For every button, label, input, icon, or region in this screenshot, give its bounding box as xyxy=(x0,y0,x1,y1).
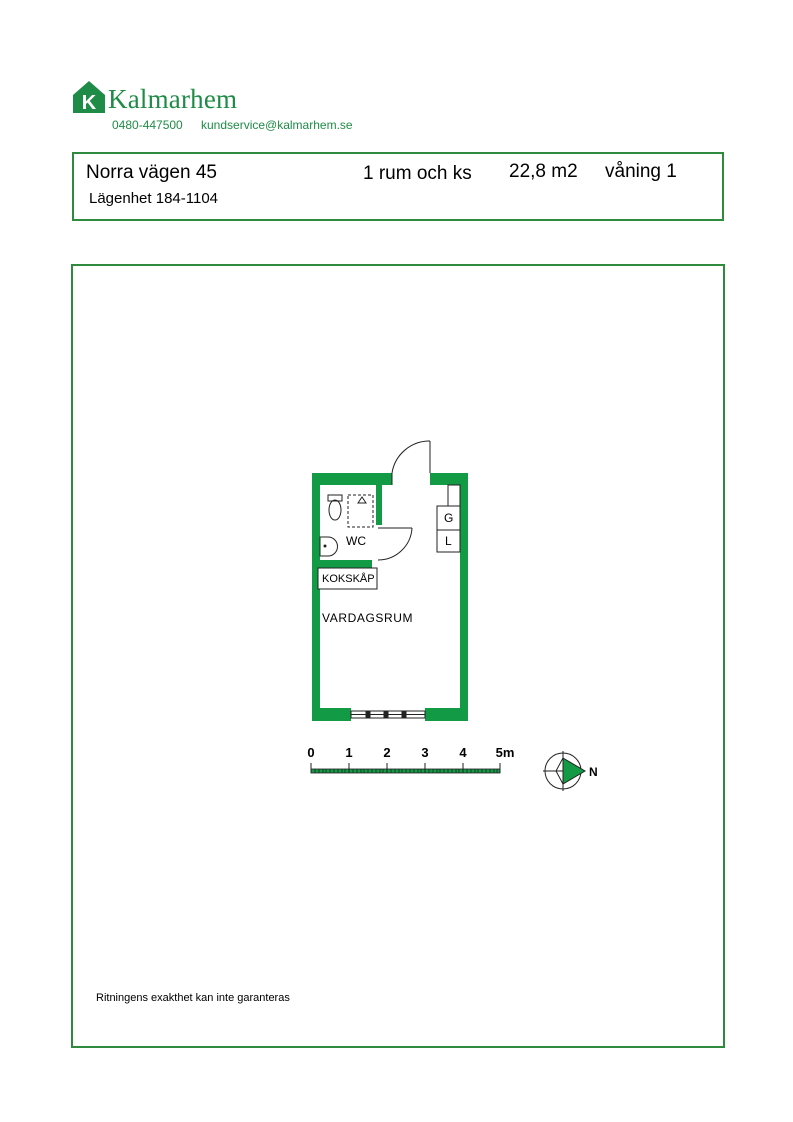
email-address: kundservice@kalmarhem.se xyxy=(201,118,353,132)
floor: våning 1 xyxy=(605,161,677,182)
wall-bottom-right xyxy=(425,708,468,721)
address: Norra vägen 45 xyxy=(86,162,217,183)
entry-door xyxy=(392,441,430,485)
shower-drain-icon xyxy=(358,497,366,503)
wall-bottom-left xyxy=(312,708,351,721)
unit-number: Lägenhet 184-1104 xyxy=(89,190,219,207)
window xyxy=(351,711,425,718)
scale-tick-label: 1 xyxy=(345,745,353,760)
scale-tick-label: 4 xyxy=(459,745,467,760)
brand-name: Kalmarhem xyxy=(108,84,238,114)
phone-number: 0480-447500 xyxy=(112,118,183,132)
room-count: 1 rum och ks xyxy=(363,163,472,184)
wall-right xyxy=(460,473,468,721)
toilet-bowl-icon xyxy=(329,500,341,520)
wall-bathroom-bottom xyxy=(312,560,372,568)
kitchen-cabinet-label: KOKSKÅP xyxy=(322,573,375,585)
wall-bathroom-right-top xyxy=(376,485,382,525)
stove-label: G xyxy=(444,511,454,525)
scale-tick-label: 5m xyxy=(495,745,515,760)
area: 22,8 m2 xyxy=(509,161,578,182)
wall-top-left xyxy=(312,473,392,485)
wc-label: WC xyxy=(346,534,366,548)
compass-icon xyxy=(543,751,585,791)
washbasin-icon xyxy=(320,537,338,556)
logo-letter: K xyxy=(81,92,97,114)
wall-left xyxy=(312,473,320,721)
disclaimer: Ritningens exakthet kan inte garanteras xyxy=(96,992,290,1004)
scale-tick-label: 2 xyxy=(383,745,391,760)
bathroom-door xyxy=(378,528,412,560)
scale-tick-label: 0 xyxy=(307,745,315,760)
sink-label: L xyxy=(445,534,452,548)
scale-tick-label: 3 xyxy=(421,745,429,760)
scale-bar xyxy=(307,745,514,773)
scale-bar-line xyxy=(311,769,500,773)
living-room-label: VARDAGSRUM xyxy=(322,611,414,625)
compass-north-label: N xyxy=(589,765,598,779)
